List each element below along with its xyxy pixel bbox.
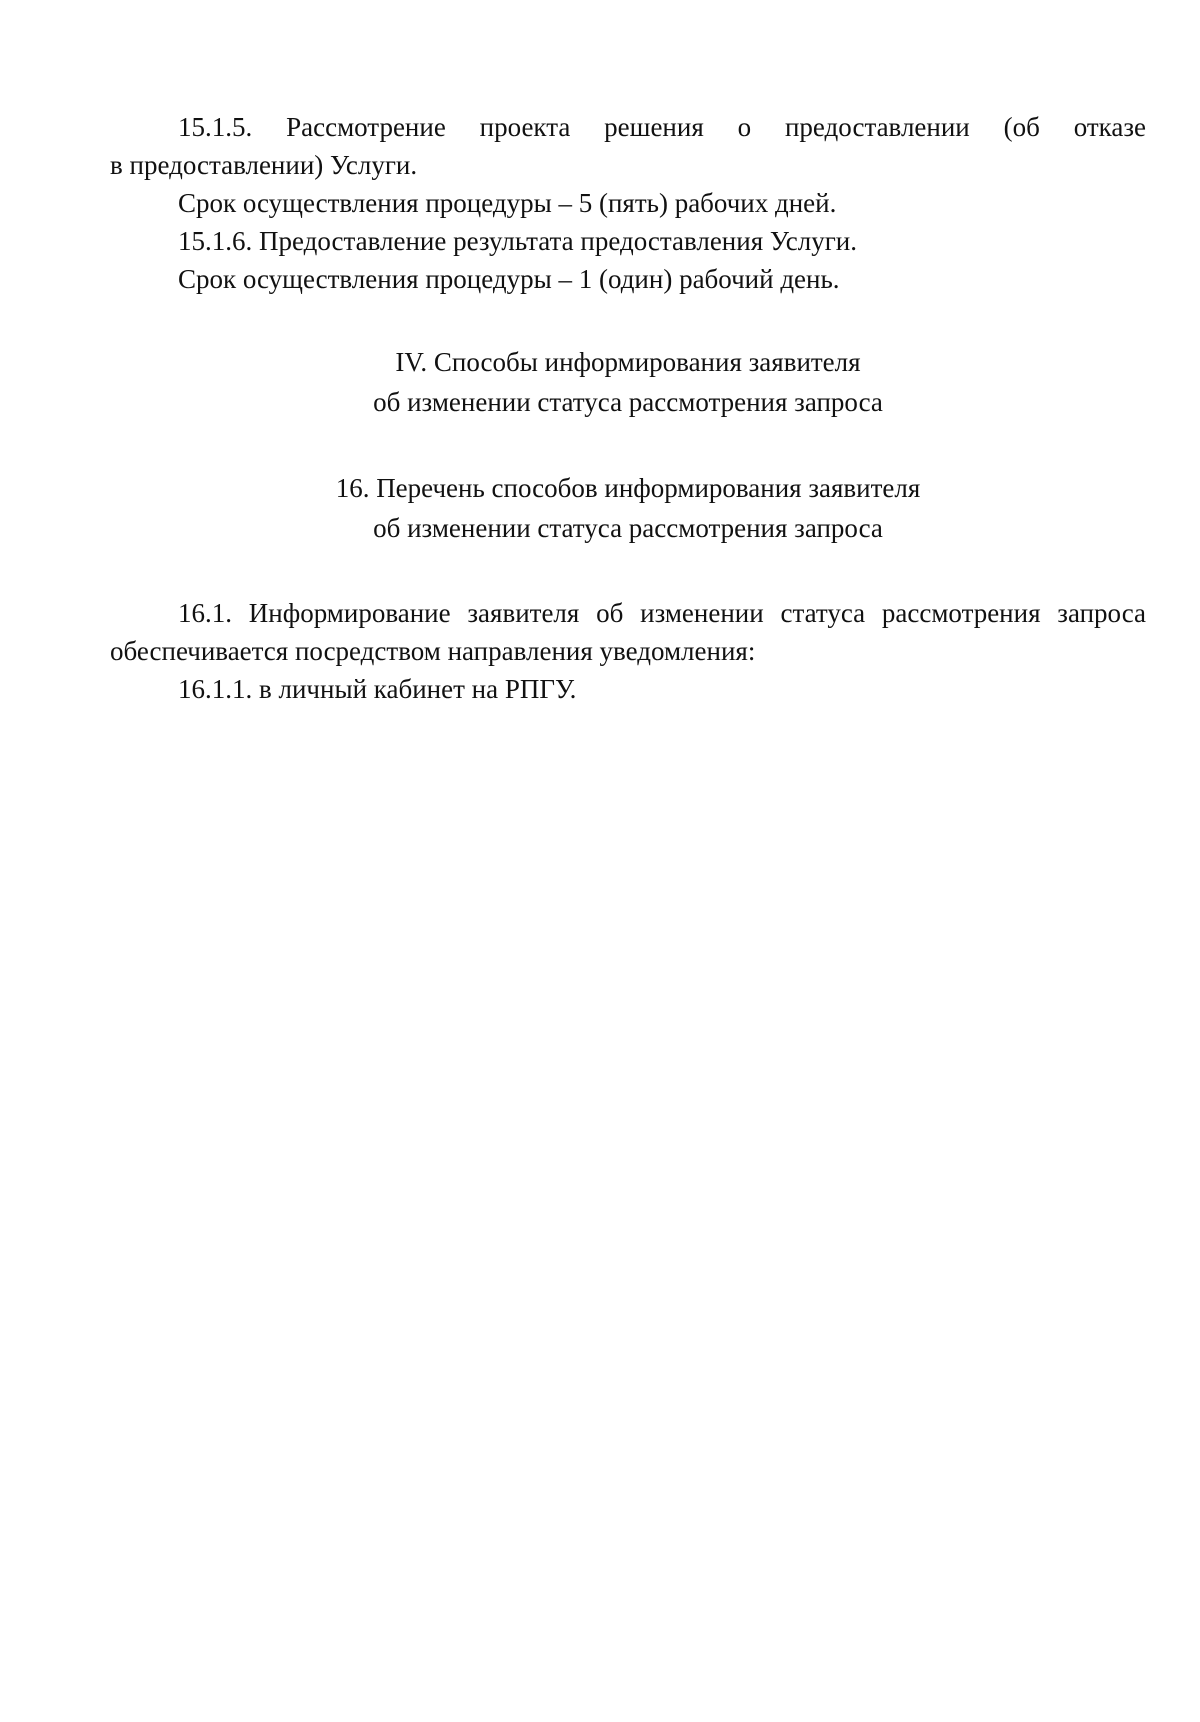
paragraph-16-1 [110, 594, 1146, 670]
subsection-16-heading-line-2: об изменении статуса рассмотрения запроса [373, 513, 883, 543]
paragraph-15-1-6: 15.1.6. Предоставление результата предоставления Услуги. [178, 226, 857, 256]
paragraph-16-1-line-2: обеспечивается посредством направления уведомления: [110, 636, 756, 666]
section-iv-heading [110, 342, 1146, 422]
paragraph-15-1-5 [110, 108, 1146, 184]
section-iv-heading-line-2: об изменении статуса рассмотрения запроса [373, 387, 883, 417]
document-body [110, 108, 1146, 708]
subsection-16-heading-line-1: 16. Перечень способов информирования заявителя [335, 473, 921, 503]
paragraph-15-1-5-line-2: в предоставлении) Услуги. [110, 150, 418, 180]
paragraph-16-1-line-1: 16.1. Информирование заявителя об изменении статуса рассмотрения запроса [178, 598, 1146, 628]
paragraph-term-5-days: Срок осуществления процедуры – 5 (пять) рабочих дней. [178, 188, 837, 218]
subsection-16-heading [110, 468, 1146, 548]
section-iv-heading-line-1: IV. Способы информирования заявителя [395, 347, 861, 377]
paragraph-term-1-day: Срок осуществления процедуры – 1 (один) рабочий день. [178, 264, 840, 294]
paragraph-15-1-5-line-1: 15.1.5. Рассмотрение проекта решения о предоставлении (об отказе [178, 112, 1146, 142]
paragraph-16-1-1: 16.1.1. в личный кабинет на РПГУ. [178, 674, 577, 704]
